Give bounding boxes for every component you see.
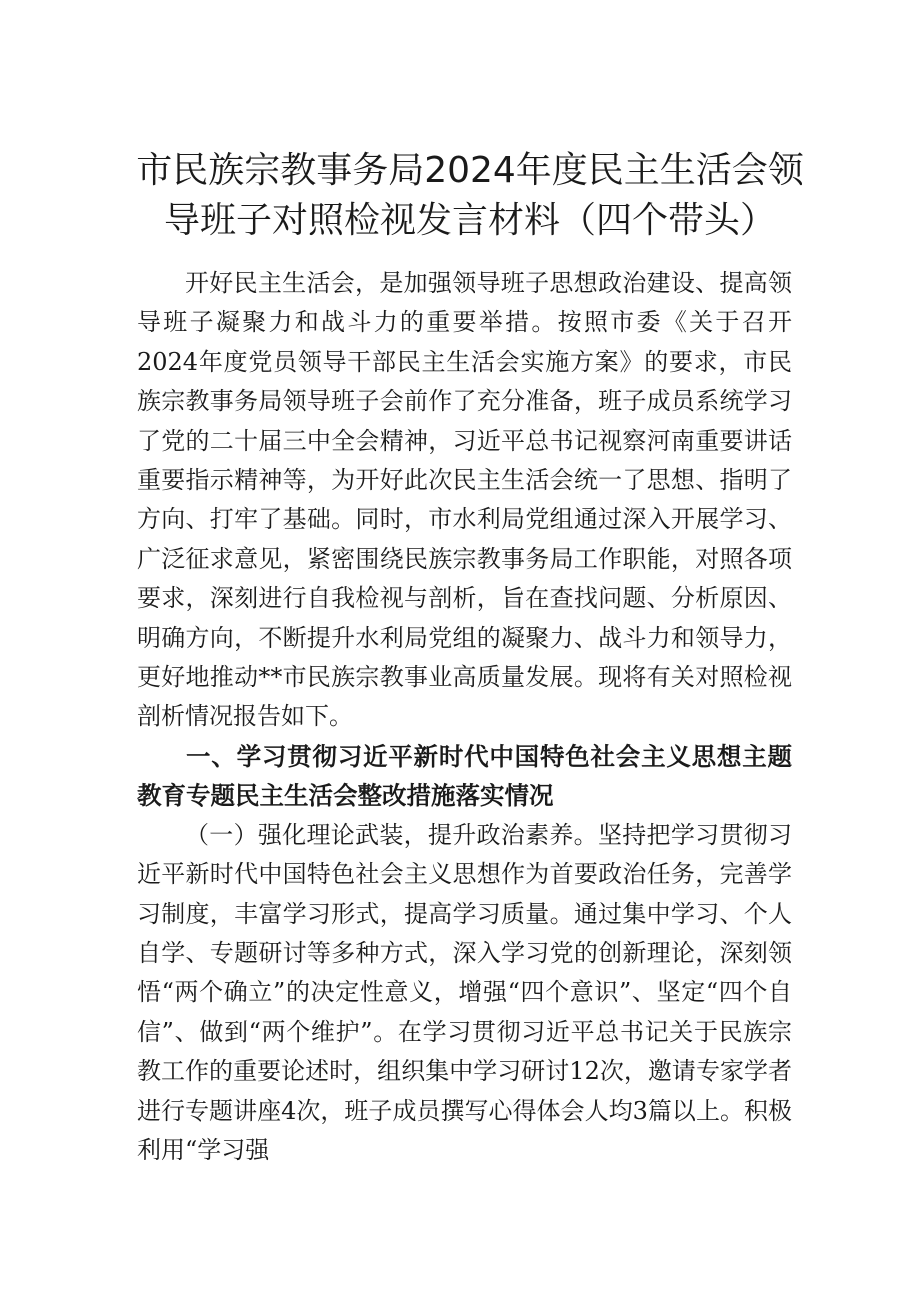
intro-paragraph: 开好民主生活会，是加强领导班子思想政治建设、提高领导班子凝聚力和战斗力的重要举措。按照市委《关于召开2024年度党员领导干部民主生活会实施方案》的要求，市民族宗教事务局领导班子会前作了充分准备，班子成员系统学习了党的二十届三中全会精神，习近平总书记视察河南重要讲话重要指示精神等，为开好此次民主生活会统一了思想、指明了方向、打牢了基础。同时，市水利局党组通过深入开展学习、广泛征求意见，紧密围绕民族宗教事务局工作职能，对照各项要求，深刻进行自我检视与剖析，旨在查找问题、分析原因、明确方向，不断提升水利局党组的凝聚力、战斗力和领导力，更好地推动**市民族宗教事业高质量发展。现将有关对照检视剖析情况报告如下。 bbox=[137, 269, 792, 731]
section-paragraph: （一）强化理论武装，提升政治素养。坚持把学习贯彻习近平新时代中国特色社会主义思想作为首要政治任务，完善学习制度，丰富学习形式，提高学习质量。通过集中学习、个人自学、专题研讨等多种方式，深入学习党的创新理论，深刻领悟“两个确立”的决定性意义，增强“四个意识”、坚定“四个自信”、做到“两个维护”。在学习贯彻习近平总书记关于民族宗教工作的重要论述时，组织集中学习研讨12次，邀请专家学者进行专题讲座4次，班子成员撰写心得体会人均3篇以上。积极利用“学习强 bbox=[137, 820, 792, 1164]
section-heading: 一、学习贯彻习近平新时代中国特色社会主义思想主题教育专题民主生活会整改措施落实情况 bbox=[137, 741, 792, 811]
document-title: 市民族宗教事务局2024年度民主生活会领导班子对照检视发言材料（四个带头） bbox=[136, 150, 804, 241]
document-body bbox=[137, 264, 792, 1170]
